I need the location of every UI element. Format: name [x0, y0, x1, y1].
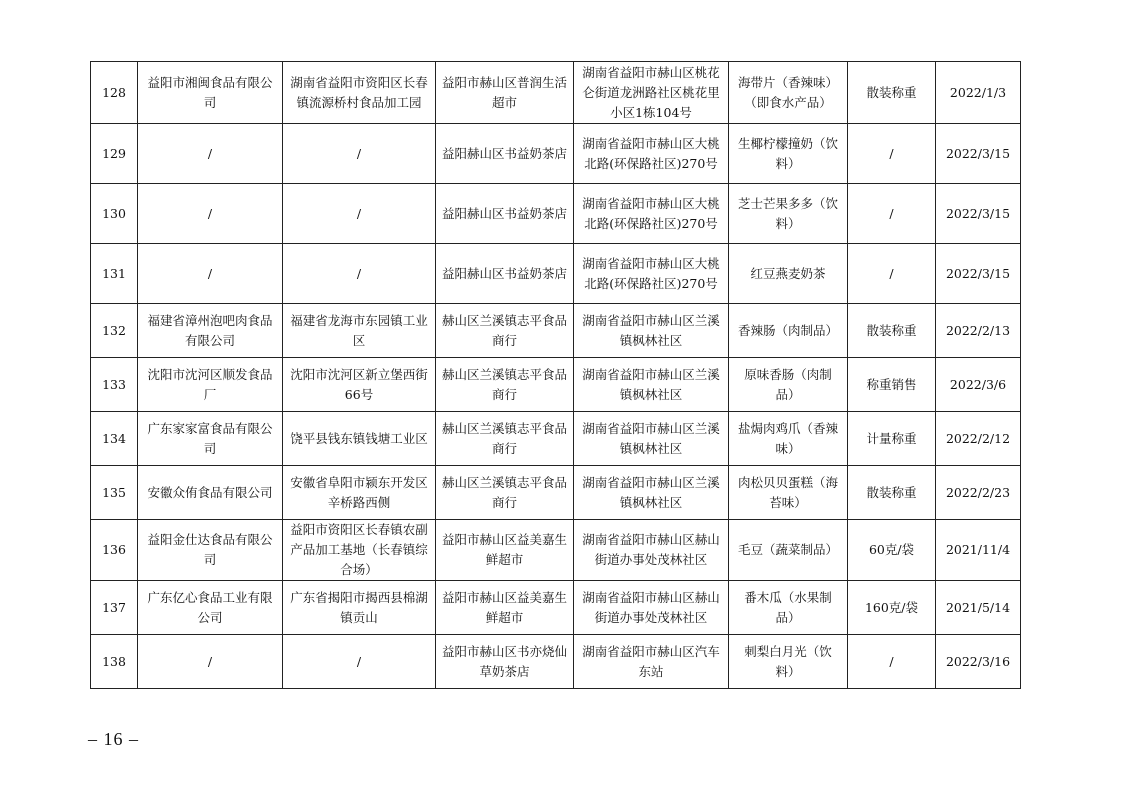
cell-seller-address: 湖南省益阳市赫山区大桃北路(环保路社区)270号 [574, 124, 729, 184]
cell-no: 128 [91, 62, 138, 124]
cell-product: 毛豆（蔬菜制品） [729, 520, 848, 581]
cell-manufacturer-address: / [283, 124, 436, 184]
cell-seller-address: 湖南省益阳市赫山区大桃北路(环保路社区)270号 [574, 184, 729, 244]
cell-product: 海带片（香辣味）（即食水产品） [729, 62, 848, 124]
cell-product: 盐焗肉鸡爪（香辣味） [729, 412, 848, 466]
cell-date: 2022/3/15 [936, 184, 1021, 244]
cell-date: 2022/2/13 [936, 304, 1021, 358]
cell-date: 2022/1/3 [936, 62, 1021, 124]
cell-date: 2022/3/15 [936, 244, 1021, 304]
cell-seller: 益阳赫山区书益奶茶店 [436, 244, 574, 304]
cell-manufacturer: 安徽众侑食品有限公司 [138, 466, 283, 520]
table-row [91, 62, 1021, 124]
cell-manufacturer-address: 沈阳市沈河区新立堡西街66号 [283, 358, 436, 412]
cell-date: 2022/3/16 [936, 635, 1021, 689]
table-row [91, 244, 1021, 304]
cell-seller: 益阳市赫山区益美嘉生鲜超市 [436, 520, 574, 581]
cell-manufacturer-address: / [283, 184, 436, 244]
cell-spec: 计量称重 [848, 412, 936, 466]
cell-seller: 益阳市赫山区普润生活超市 [436, 62, 574, 124]
cell-seller: 赫山区兰溪镇志平食品商行 [436, 358, 574, 412]
cell-date: 2022/3/6 [936, 358, 1021, 412]
cell-no: 131 [91, 244, 138, 304]
cell-no: 133 [91, 358, 138, 412]
cell-manufacturer-address: 广东省揭阳市揭西县棉湖镇贡山 [283, 581, 436, 635]
cell-no: 137 [91, 581, 138, 635]
cell-product: 原味香肠（肉制品） [729, 358, 848, 412]
cell-manufacturer: 沈阳市沈河区顺发食品厂 [138, 358, 283, 412]
cell-seller: 益阳市赫山区书亦烧仙草奶茶店 [436, 635, 574, 689]
cell-seller: 赫山区兰溪镇志平食品商行 [436, 412, 574, 466]
table-row [91, 581, 1021, 635]
cell-seller-address: 湖南省益阳市赫山区赫山街道办事处茂林社区 [574, 520, 729, 581]
cell-date: 2021/5/14 [936, 581, 1021, 635]
cell-no: 138 [91, 635, 138, 689]
cell-seller-address: 湖南省益阳市赫山区兰溪镇枫林社区 [574, 412, 729, 466]
cell-manufacturer: 广东亿心食品工业有限公司 [138, 581, 283, 635]
cell-spec: 称重销售 [848, 358, 936, 412]
cell-no: 135 [91, 466, 138, 520]
cell-seller-address: 湖南省益阳市赫山区兰溪镇枫林社区 [574, 466, 729, 520]
cell-spec: / [848, 184, 936, 244]
cell-date: 2021/11/4 [936, 520, 1021, 581]
cell-manufacturer-address: 饶平县钱东镇钱塘工业区 [283, 412, 436, 466]
cell-manufacturer-address: 安徽省阜阳市颍东开发区辛桥路西侧 [283, 466, 436, 520]
cell-seller-address: 湖南省益阳市赫山区桃花仑街道龙洲路社区桃花里小区1栋104号 [574, 62, 729, 124]
cell-no: 132 [91, 304, 138, 358]
inspection-table [90, 61, 1021, 689]
cell-seller-address: 湖南省益阳市赫山区兰溪镇枫林社区 [574, 358, 729, 412]
cell-spec: 散装称重 [848, 62, 936, 124]
table-row [91, 466, 1021, 520]
cell-product: 生椰柠檬撞奶（饮料） [729, 124, 848, 184]
cell-no: 130 [91, 184, 138, 244]
cell-spec: / [848, 244, 936, 304]
cell-spec: 160克/袋 [848, 581, 936, 635]
cell-spec: 散装称重 [848, 466, 936, 520]
cell-manufacturer: 福建省漳州泡吧肉食品有限公司 [138, 304, 283, 358]
cell-spec: 散装称重 [848, 304, 936, 358]
cell-date: 2022/2/12 [936, 412, 1021, 466]
cell-product: 肉松贝贝蛋糕（海苔味） [729, 466, 848, 520]
cell-no: 136 [91, 520, 138, 581]
cell-date: 2022/2/23 [936, 466, 1021, 520]
cell-seller-address: 湖南省益阳市赫山区兰溪镇枫林社区 [574, 304, 729, 358]
cell-seller: 赫山区兰溪镇志平食品商行 [436, 466, 574, 520]
cell-manufacturer-address: / [283, 244, 436, 304]
cell-manufacturer: / [138, 184, 283, 244]
table-row [91, 124, 1021, 184]
cell-manufacturer-address: 福建省龙海市东园镇工业区 [283, 304, 436, 358]
cell-product: 番木瓜（水果制品） [729, 581, 848, 635]
cell-seller-address: 湖南省益阳市赫山区汽车东站 [574, 635, 729, 689]
cell-manufacturer: 广东家家富食品有限公司 [138, 412, 283, 466]
cell-seller: 益阳赫山区书益奶茶店 [436, 184, 574, 244]
cell-manufacturer: / [138, 124, 283, 184]
cell-manufacturer-address: / [283, 635, 436, 689]
cell-product: 刺梨白月光（饮料） [729, 635, 848, 689]
cell-seller-address: 湖南省益阳市赫山区赫山街道办事处茂林社区 [574, 581, 729, 635]
cell-manufacturer-address: 湖南省益阳市资阳区长春镇流源桥村食品加工园 [283, 62, 436, 124]
cell-manufacturer: 益阳金仕达食品有限公司 [138, 520, 283, 581]
cell-no: 129 [91, 124, 138, 184]
cell-product: 香辣肠（肉制品） [729, 304, 848, 358]
table-row [91, 184, 1021, 244]
cell-no: 134 [91, 412, 138, 466]
cell-product: 红豆燕麦奶茶 [729, 244, 848, 304]
table-row [91, 520, 1021, 581]
table-body [91, 62, 1021, 689]
cell-spec: / [848, 124, 936, 184]
cell-spec: / [848, 635, 936, 689]
cell-date: 2022/3/15 [936, 124, 1021, 184]
table-row [91, 635, 1021, 689]
page-number: – 16 – [88, 729, 139, 749]
cell-manufacturer: / [138, 244, 283, 304]
cell-seller-address: 湖南省益阳市赫山区大桃北路(环保路社区)270号 [574, 244, 729, 304]
table-row [91, 358, 1021, 412]
cell-seller: 益阳市赫山区益美嘉生鲜超市 [436, 581, 574, 635]
table-row [91, 412, 1021, 466]
cell-manufacturer: / [138, 635, 283, 689]
table-row [91, 304, 1021, 358]
cell-spec: 60克/袋 [848, 520, 936, 581]
cell-product: 芝士芒果多多（饮料） [729, 184, 848, 244]
cell-manufacturer-address: 益阳市资阳区长春镇农副产品加工基地（长春镇综合场） [283, 520, 436, 581]
cell-seller: 赫山区兰溪镇志平食品商行 [436, 304, 574, 358]
cell-seller: 益阳赫山区书益奶茶店 [436, 124, 574, 184]
cell-manufacturer: 益阳市湘闽食品有限公司 [138, 62, 283, 124]
